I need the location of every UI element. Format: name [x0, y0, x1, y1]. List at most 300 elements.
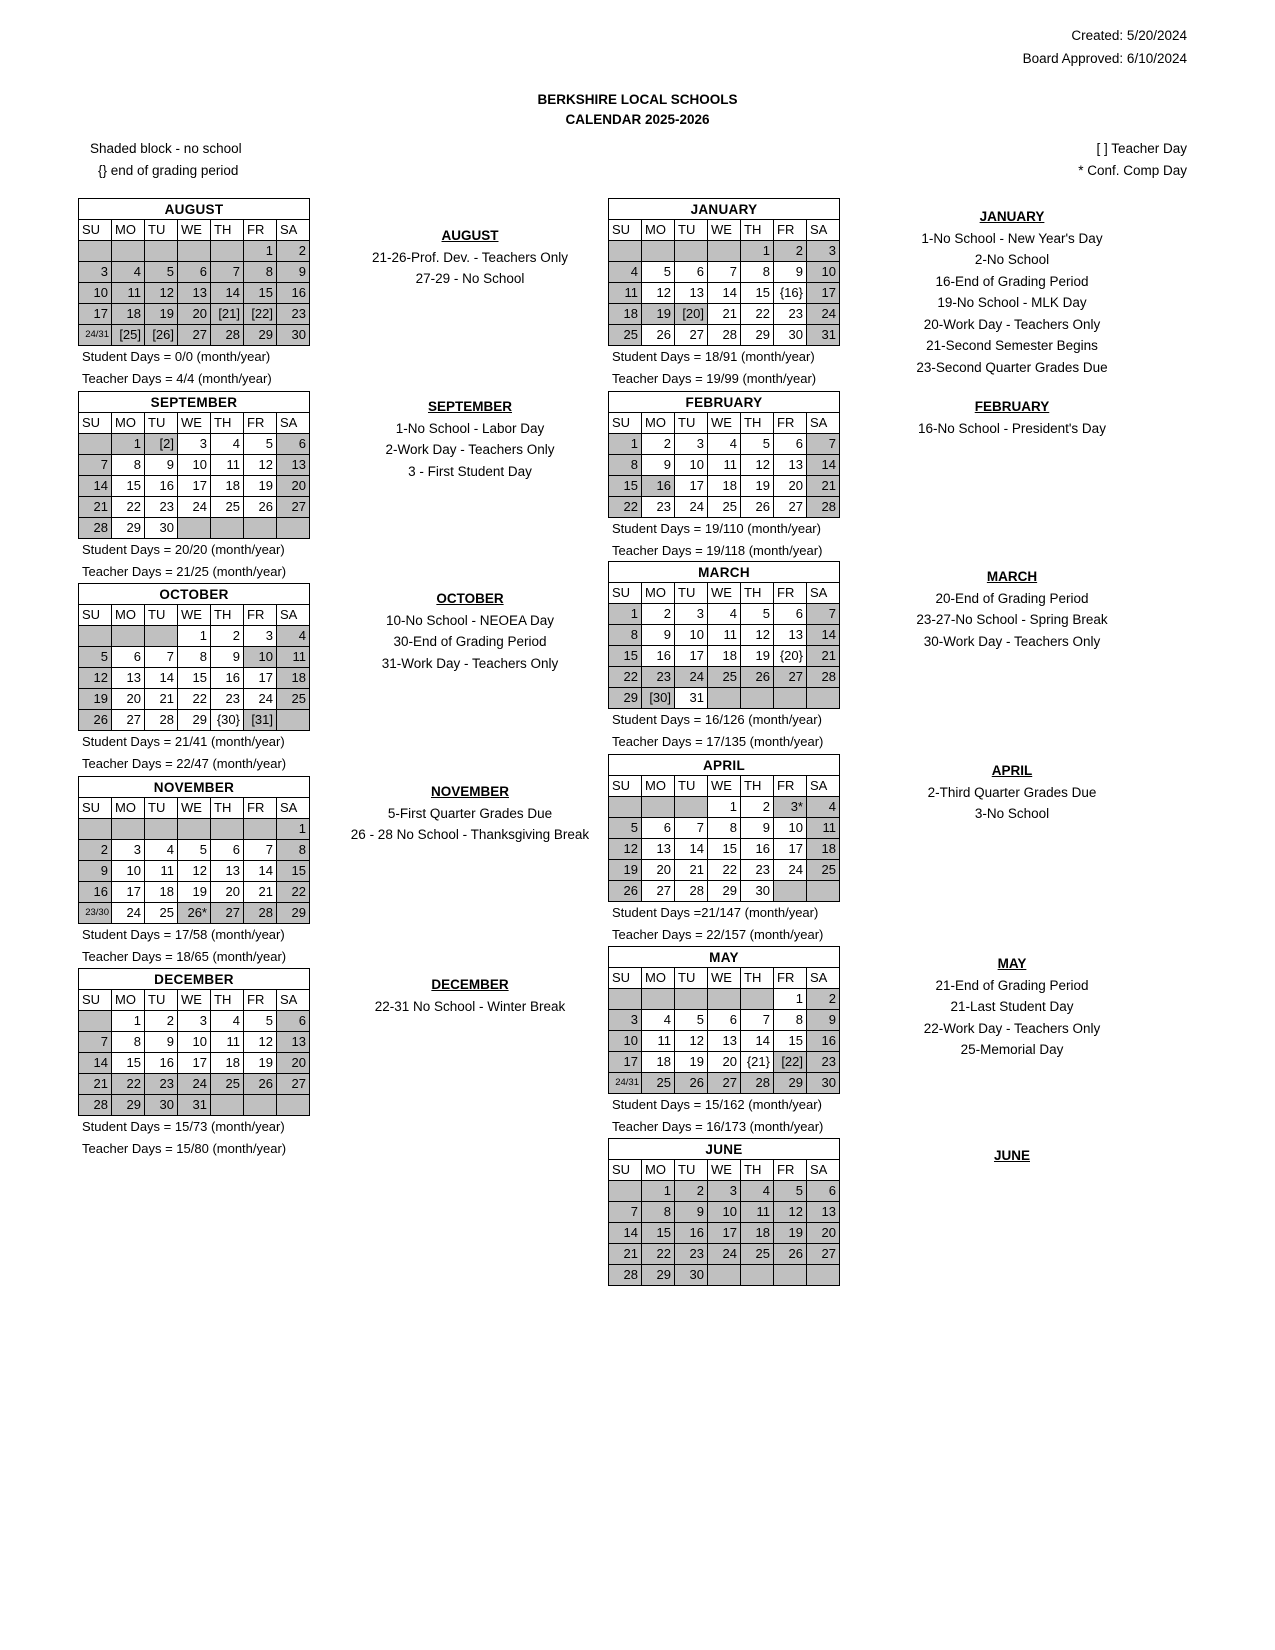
month-name-august: AUGUST [79, 199, 310, 220]
teacher-days-april: Teacher Days = 22/157 (month/year) [612, 926, 824, 942]
empty-day-cell [244, 819, 277, 840]
empty-day-cell [675, 989, 708, 1010]
week-row [609, 1052, 840, 1073]
day-cell: 9 [211, 647, 244, 668]
day-cell: 14 [79, 1053, 112, 1074]
day-cell: 21 [79, 1074, 112, 1095]
day-cell: 1 [112, 1011, 145, 1032]
day-cell: 1 [774, 989, 807, 1010]
week-row [609, 283, 840, 304]
day-cell: 11 [708, 625, 741, 646]
day-cell: 16 [211, 668, 244, 689]
day-cell: {30} [211, 710, 244, 731]
week-row [609, 434, 840, 455]
day-cell: 6 [774, 604, 807, 625]
day-cell: 23 [145, 1074, 178, 1095]
empty-day-cell [741, 1265, 774, 1286]
month-table-december [78, 968, 310, 1116]
day-cell: 6 [277, 1011, 310, 1032]
dow-header-su: SU [609, 776, 642, 797]
day-cell: 28 [79, 1095, 112, 1116]
day-cell: 31 [675, 688, 708, 709]
week-row [79, 1095, 310, 1116]
note-line: 31-Work Day - Teachers Only [381, 655, 559, 671]
day-cell: 30 [675, 1265, 708, 1286]
empty-day-cell [807, 1265, 840, 1286]
day-cell: 23 [807, 1052, 840, 1073]
note-line: 20-Work Day - Teachers Only [923, 316, 1101, 332]
title-line-1: BERKSHIRE LOCAL SCHOOLS [537, 92, 738, 107]
empty-day-cell [112, 241, 145, 262]
day-cell: 5 [642, 262, 675, 283]
dow-header-th: TH [211, 413, 244, 434]
dow-header-tu: TU [675, 1160, 708, 1181]
day-cell: 27 [211, 903, 244, 924]
notes-heading-march: MARCH [986, 569, 1038, 584]
day-cell: 12 [178, 861, 211, 882]
day-cell: 8 [741, 262, 774, 283]
day-cell: 11 [211, 1032, 244, 1053]
day-cell: 19 [741, 646, 774, 667]
week-row [609, 325, 840, 346]
dow-header-tu: TU [675, 776, 708, 797]
day-cell: 5 [178, 840, 211, 861]
empty-day-cell [277, 1095, 310, 1116]
notes-heading-april: APRIL [991, 763, 1033, 778]
empty-day-cell [675, 241, 708, 262]
day-cell: 10 [807, 262, 840, 283]
week-row [79, 325, 310, 346]
dow-header-mo: MO [642, 776, 675, 797]
created-date: Created: 5/20/2024 [1071, 28, 1187, 43]
day-cell: 31 [807, 325, 840, 346]
day-cell: 24 [675, 667, 708, 688]
week-row [609, 1244, 840, 1265]
day-cell: 24 [178, 1074, 211, 1095]
board-approved-date: Board Approved: 6/10/2024 [1022, 51, 1187, 66]
month-block-june [608, 1138, 840, 1286]
note-line: 1-No School - Labor Day [395, 420, 545, 436]
dow-header-sa: SA [807, 968, 840, 989]
note-line: 22-31 No School - Winter Break [374, 998, 566, 1014]
day-cell: [22] [244, 304, 277, 325]
day-cell: 25 [145, 903, 178, 924]
day-cell: 8 [708, 818, 741, 839]
month-name-october: OCTOBER [79, 584, 310, 605]
dow-header-sa: SA [277, 798, 310, 819]
dow-header-th: TH [211, 605, 244, 626]
day-cell: 27 [277, 497, 310, 518]
day-cell: 28 [145, 710, 178, 731]
empty-day-cell [211, 241, 244, 262]
day-cell: 13 [642, 839, 675, 860]
day-cell: 7 [609, 1202, 642, 1223]
empty-day-cell [774, 1265, 807, 1286]
day-cell: 23 [642, 497, 675, 518]
month-name-april: APRIL [609, 755, 840, 776]
dow-header-su: SU [79, 798, 112, 819]
day-cell: 4 [741, 1181, 774, 1202]
day-cell: 13 [708, 1031, 741, 1052]
day-cell: 14 [807, 455, 840, 476]
notes-group-january [862, 206, 1162, 378]
day-cell: 24/31 [79, 325, 112, 346]
notes-heading-february: FEBRUARY [974, 399, 1050, 414]
day-cell: 8 [609, 625, 642, 646]
day-cell: 15 [609, 476, 642, 497]
note-line: 21-End of Grading Period [935, 977, 1089, 993]
day-cell: 3 [675, 434, 708, 455]
legend-shaded-block: Shaded block - no school [90, 141, 242, 156]
day-cell: 21 [708, 304, 741, 325]
month-block-march [608, 561, 840, 752]
day-cell: 19 [244, 1053, 277, 1074]
week-row [79, 1032, 310, 1053]
week-row [609, 1181, 840, 1202]
day-cell: 1 [112, 434, 145, 455]
day-cell: 5 [244, 434, 277, 455]
dow-header-fr: FR [774, 1160, 807, 1181]
dow-header-th: TH [741, 1160, 774, 1181]
week-row [609, 604, 840, 625]
day-cell: 30 [145, 518, 178, 539]
dow-header-su: SU [609, 1160, 642, 1181]
day-cell: 15 [609, 646, 642, 667]
student-days-march: Student Days = 16/126 (month/year) [612, 712, 822, 727]
week-row [609, 1223, 840, 1244]
day-cell: 12 [244, 455, 277, 476]
dow-header-we: WE [178, 605, 211, 626]
week-row [79, 1053, 310, 1074]
day-cell: 27 [807, 1244, 840, 1265]
day-cell: 22 [609, 497, 642, 518]
day-cell: 13 [774, 455, 807, 476]
note-line: 21-26-Prof. Dev. - Teachers Only [371, 249, 569, 265]
week-row [79, 241, 310, 262]
day-cell: 7 [145, 647, 178, 668]
empty-day-cell [145, 626, 178, 647]
empty-day-cell [79, 1011, 112, 1032]
day-cell: 9 [642, 455, 675, 476]
notes-group-october [330, 588, 610, 674]
dow-header-mo: MO [112, 605, 145, 626]
day-cell: 29 [642, 1265, 675, 1286]
empty-day-cell [708, 688, 741, 709]
day-cell: 23 [211, 689, 244, 710]
day-cell: 20 [112, 689, 145, 710]
day-cell: 10 [708, 1202, 741, 1223]
empty-day-cell [244, 518, 277, 539]
day-cell: 3 [244, 626, 277, 647]
day-cell: 24 [774, 860, 807, 881]
dow-header-mo: MO [642, 413, 675, 434]
day-cell: 2 [79, 840, 112, 861]
teacher-days-march: Teacher Days = 17/135 (month/year) [612, 733, 824, 749]
day-cell: 3 [807, 241, 840, 262]
note-line: 16-No School - President's Day [918, 420, 1106, 436]
day-cell: 21 [244, 882, 277, 903]
day-cell: 1 [708, 797, 741, 818]
teacher-days-february: Teacher Days = 19/118 (month/year) [612, 542, 823, 558]
day-cell: 6 [112, 647, 145, 668]
week-row [79, 819, 310, 840]
day-cell: 16 [642, 476, 675, 497]
empty-day-cell [774, 688, 807, 709]
teacher-days-october: Teacher Days = 22/47 (month/year) [82, 755, 287, 771]
day-cell: 8 [642, 1202, 675, 1223]
dow-header-mo: MO [112, 413, 145, 434]
empty-day-cell [708, 1265, 741, 1286]
notes-group-december [330, 974, 610, 1017]
week-row [79, 518, 310, 539]
day-cell: 13 [675, 283, 708, 304]
dow-header-fr: FR [244, 220, 277, 241]
dow-header-mo: MO [112, 990, 145, 1011]
day-cell: 9 [145, 455, 178, 476]
week-row [609, 241, 840, 262]
day-cell: 21 [79, 497, 112, 518]
day-cell: 3 [112, 840, 145, 861]
day-cell: 5 [609, 818, 642, 839]
day-cell: 29 [112, 1095, 145, 1116]
dow-header-tu: TU [675, 583, 708, 604]
dow-header-fr: FR [244, 990, 277, 1011]
day-cell: 12 [741, 625, 774, 646]
month-table-february [608, 391, 840, 518]
day-cell: 28 [807, 497, 840, 518]
note-line: 27-29 - No School [415, 271, 525, 286]
day-cell: 25 [277, 689, 310, 710]
day-cell: 21 [609, 1244, 642, 1265]
day-cell: 7 [807, 434, 840, 455]
day-cell: 14 [741, 1031, 774, 1052]
day-cell: 27 [112, 710, 145, 731]
week-row [79, 861, 310, 882]
day-cell: 25 [807, 860, 840, 881]
day-cell: [31] [244, 710, 277, 731]
note-line: 21-Second Semester Begins [926, 338, 1098, 353]
day-cell: 24/31 [609, 1073, 642, 1094]
day-cell: 6 [774, 434, 807, 455]
student-days-may: Student Days = 15/162 (month/year) [612, 1097, 822, 1112]
day-cell: 10 [675, 455, 708, 476]
dow-header-su: SU [79, 605, 112, 626]
day-cell: {20} [774, 646, 807, 667]
empty-day-cell [708, 241, 741, 262]
day-cell: 17 [178, 1053, 211, 1074]
day-cell: 4 [708, 434, 741, 455]
empty-day-cell [244, 1095, 277, 1116]
day-cell: [30] [642, 688, 675, 709]
day-cell: 10 [112, 861, 145, 882]
day-cell: 20 [807, 1223, 840, 1244]
day-cell: 22 [741, 304, 774, 325]
day-cell: 28 [708, 325, 741, 346]
day-cell: 15 [178, 668, 211, 689]
day-cell: 10 [178, 455, 211, 476]
day-cell: 13 [807, 1202, 840, 1223]
day-cell: 5 [675, 1010, 708, 1031]
day-cell: 16 [741, 839, 774, 860]
day-cell: 17 [112, 882, 145, 903]
month-block-october [78, 583, 310, 774]
week-row [79, 710, 310, 731]
week-row [609, 860, 840, 881]
day-cell: 25 [609, 325, 642, 346]
dow-header-sa: SA [807, 583, 840, 604]
day-cell: 10 [774, 818, 807, 839]
day-cell: 6 [178, 262, 211, 283]
week-row [79, 668, 310, 689]
day-cell: 27 [277, 1074, 310, 1095]
day-cell: 26 [244, 1074, 277, 1095]
day-cell: 22 [277, 882, 310, 903]
week-row [79, 304, 310, 325]
month-name-september: SEPTEMBER [79, 392, 310, 413]
notes-heading-may: MAY [997, 956, 1027, 971]
day-cell: 24 [112, 903, 145, 924]
day-cell: 4 [708, 604, 741, 625]
notes-group-may [862, 953, 1162, 1061]
day-cell: 26 [741, 497, 774, 518]
month-table-august [78, 198, 310, 346]
day-cell: 11 [211, 455, 244, 476]
day-cell: {16} [774, 283, 807, 304]
day-cell: 15 [774, 1031, 807, 1052]
empty-day-cell [807, 881, 840, 902]
day-cell: 6 [277, 434, 310, 455]
legend-right [1078, 138, 1187, 182]
note-line: 19-No School - MLK Day [937, 295, 1087, 310]
dow-header-th: TH [211, 220, 244, 241]
day-cell: 19 [642, 304, 675, 325]
day-cell: 11 [112, 283, 145, 304]
dow-header-we: WE [708, 583, 741, 604]
day-cell: 20 [277, 1053, 310, 1074]
note-line: 5-First Quarter Grades Due [387, 805, 553, 821]
day-cell: 27 [675, 325, 708, 346]
day-cell: 9 [79, 861, 112, 882]
day-cell: 12 [609, 839, 642, 860]
note-line: 22-Work Day - Teachers Only [923, 1020, 1101, 1036]
dow-header-su: SU [79, 413, 112, 434]
day-cell: [26] [145, 325, 178, 346]
notes-group-april [862, 760, 1162, 825]
day-cell: 28 [807, 667, 840, 688]
month-block-january [608, 198, 840, 389]
note-line: 2-No School [974, 252, 1050, 267]
day-cell: [20] [675, 304, 708, 325]
week-row [609, 455, 840, 476]
empty-day-cell [609, 1181, 642, 1202]
day-cell: 19 [79, 689, 112, 710]
day-cell: 6 [642, 818, 675, 839]
week-row [609, 839, 840, 860]
student-days-february: Student Days = 19/110 (month/year) [612, 521, 821, 536]
week-row [79, 262, 310, 283]
day-cell: 1 [244, 241, 277, 262]
day-cell: 25 [211, 497, 244, 518]
empty-day-cell [741, 688, 774, 709]
day-cell: 2 [211, 626, 244, 647]
day-cell: 28 [79, 518, 112, 539]
empty-day-cell [642, 241, 675, 262]
day-cell: 30 [774, 325, 807, 346]
title-line-2: CALENDAR 2025-2026 [565, 112, 710, 127]
day-cell: 18 [642, 1052, 675, 1073]
day-cell: 2 [277, 241, 310, 262]
month-name-february: FEBRUARY [609, 392, 840, 413]
dow-header-fr: FR [244, 605, 277, 626]
day-cell: 4 [112, 262, 145, 283]
day-cell: 13 [178, 283, 211, 304]
week-row [609, 646, 840, 667]
day-cell: 25 [211, 1074, 244, 1095]
day-cell: 26 [79, 710, 112, 731]
teacher-days-december: Teacher Days = 15/80 (month/year) [82, 1140, 287, 1156]
day-cell: 10 [178, 1032, 211, 1053]
day-cell: 2 [145, 1011, 178, 1032]
day-cell: 23 [145, 497, 178, 518]
dow-header-we: WE [708, 220, 741, 241]
day-cell: 22 [708, 860, 741, 881]
day-cell: 21 [145, 689, 178, 710]
day-cell: 27 [642, 881, 675, 902]
day-cell: 14 [79, 476, 112, 497]
dow-header-we: WE [708, 776, 741, 797]
dow-header-tu: TU [145, 605, 178, 626]
dow-header-tu: TU [145, 798, 178, 819]
day-cell: 14 [145, 668, 178, 689]
dow-header-we: WE [178, 798, 211, 819]
day-cell: 24 [178, 497, 211, 518]
day-cell: 5 [244, 1011, 277, 1032]
day-cell: 20 [211, 882, 244, 903]
day-cell: 21 [807, 476, 840, 497]
empty-day-cell [178, 819, 211, 840]
day-cell: 7 [244, 840, 277, 861]
month-block-april [608, 754, 840, 945]
dow-header-mo: MO [642, 1160, 675, 1181]
day-cell: 1 [642, 1181, 675, 1202]
week-row [609, 1265, 840, 1286]
dow-header-we: WE [178, 220, 211, 241]
week-row [79, 455, 310, 476]
dow-header-sa: SA [807, 220, 840, 241]
day-cell: 18 [807, 839, 840, 860]
day-cell: 20 [178, 304, 211, 325]
day-cell: 17 [609, 1052, 642, 1073]
dow-header-su: SU [609, 220, 642, 241]
week-row [79, 283, 310, 304]
empty-day-cell [211, 819, 244, 840]
note-line: 2-Work Day - Teachers Only [385, 442, 555, 457]
note-line: 23-Second Quarter Grades Due [916, 359, 1108, 375]
student-days-december: Student Days = 15/73 (month/year) [82, 1119, 285, 1134]
day-cell: 18 [609, 304, 642, 325]
day-cell: 23 [277, 304, 310, 325]
day-cell: 23 [741, 860, 774, 881]
day-cell: 1 [178, 626, 211, 647]
empty-day-cell [79, 626, 112, 647]
day-cell: 8 [277, 840, 310, 861]
month-block-november [78, 776, 310, 967]
day-cell: 7 [741, 1010, 774, 1031]
empty-day-cell [741, 989, 774, 1010]
day-cell: 3 [675, 604, 708, 625]
empty-day-cell [642, 797, 675, 818]
empty-day-cell [79, 819, 112, 840]
